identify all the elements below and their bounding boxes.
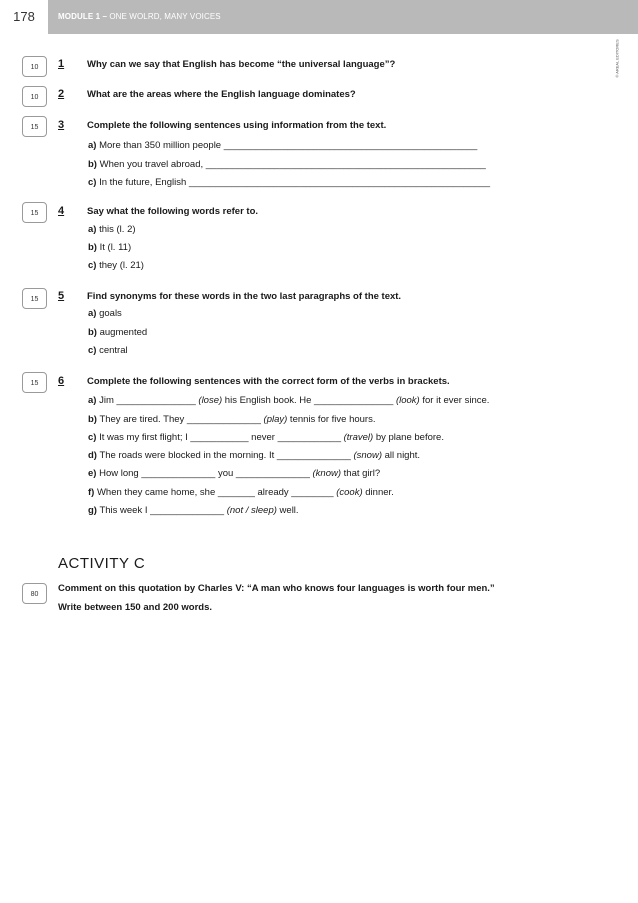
answer-line: b) They are tired. They ______________ (play) tennis for five hours. xyxy=(88,414,376,425)
question-number: 3 xyxy=(58,119,65,131)
module-name: ONE WOLRD, MANY VOICES xyxy=(109,12,221,21)
answer-line: d) The roads were blocked in the morning. It ______________ (snow) all night. xyxy=(88,450,421,461)
activity-instruction: Write between 150 and 200 words. xyxy=(58,602,212,613)
question-text: Find synonyms for these words in the two last paragraphs of the text. xyxy=(87,291,402,302)
module-title xyxy=(58,0,221,34)
answer-line: a) More than 350 million people ________________________________________________ xyxy=(88,140,478,151)
answer-line: a) goals xyxy=(88,308,122,319)
page-number: 178 xyxy=(0,0,48,34)
answer-line: a) this (l. 2) xyxy=(88,224,136,235)
score-box: 80 xyxy=(22,583,47,604)
score-box: 10 xyxy=(22,56,47,77)
question-number: 6 xyxy=(58,375,65,387)
question-number: 1 xyxy=(58,58,65,70)
question-number: 2 xyxy=(58,88,65,100)
activity-title: ACTIVITY C xyxy=(58,555,146,572)
answer-line: c) central xyxy=(88,345,128,356)
answer-line: b) It (l. 11) xyxy=(88,242,132,253)
question-text: Why can we say that English has become “the universal language”? xyxy=(87,59,396,70)
answer-line: g) This week I ______________ (not / sleep) well. xyxy=(88,505,299,516)
question-text: Complete the following sentences with the correct form of the verbs in brackets. xyxy=(87,376,450,387)
page-header xyxy=(0,0,638,34)
answer-line: c) In the future, English _________________________________________________________ xyxy=(88,177,491,188)
question-number: 5 xyxy=(58,290,65,302)
answer-line: b) When you travel abroad, _____________________________________________________ xyxy=(88,159,486,170)
answer-line: a) Jim _______________ (lose) his English book. He _______________ (look) for it ever since. xyxy=(88,395,490,406)
publisher-credit xyxy=(612,39,622,78)
score-box: 15 xyxy=(22,288,47,309)
answer-line: c) It was my first flight; I ___________ never ____________ (travel) by plane before. xyxy=(88,432,444,443)
answer-line: c) they (l. 21) xyxy=(88,260,144,271)
score-box: 15 xyxy=(22,202,47,223)
activity-prompt: Comment on this quotation by Charles V: “A man who knows four languages is worth four men.” xyxy=(58,583,495,594)
question-text: Complete the following sentences using information from the text. xyxy=(87,120,387,131)
score-box: 15 xyxy=(22,116,47,137)
score-box: 10 xyxy=(22,86,47,107)
answer-line: e) How long ______________ you ______________ (know) that girl? xyxy=(88,468,381,479)
publisher-credit-text: © AREAL EDITORES xyxy=(614,39,620,78)
question-text: Say what the following words refer to. xyxy=(87,206,259,217)
answer-line: b) augmented xyxy=(88,327,148,338)
question-text: What are the areas where the English language dominates? xyxy=(87,89,356,100)
question-number: 4 xyxy=(58,205,65,217)
module-prefix: MODULE 1 – xyxy=(58,12,108,21)
score-box: 15 xyxy=(22,372,47,393)
answer-line: f) When they came home, she _______ already ________ (cook) dinner. xyxy=(88,487,394,498)
